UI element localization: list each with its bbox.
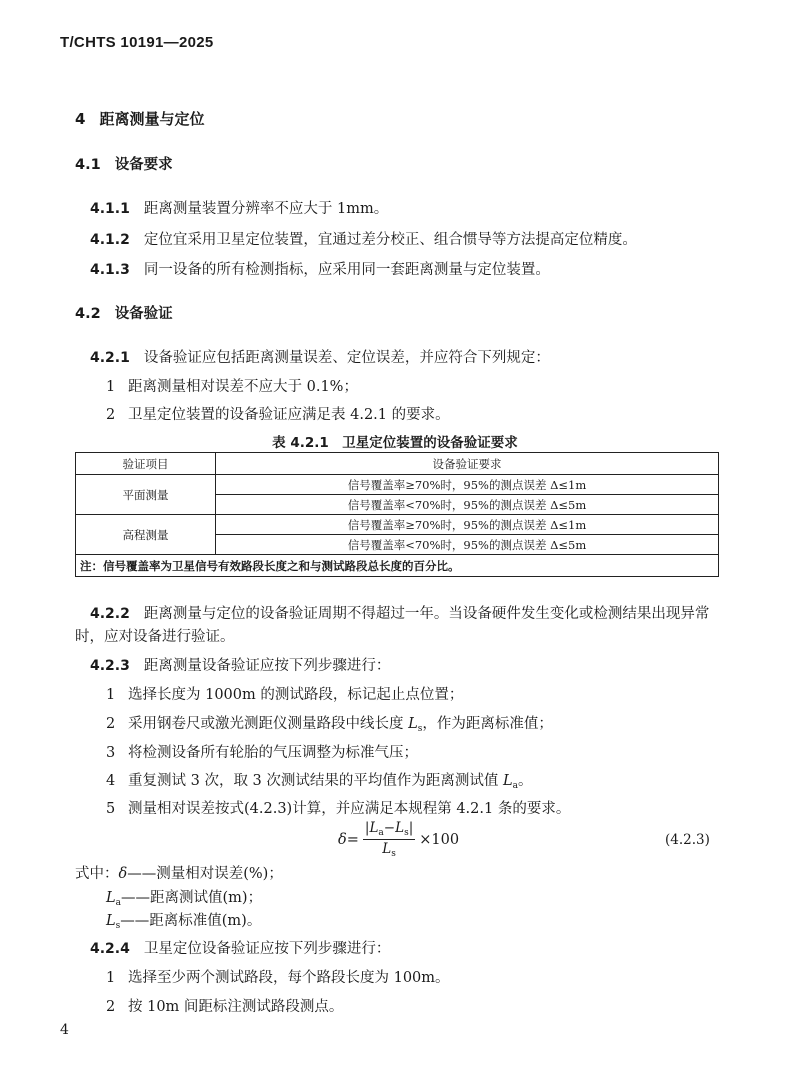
section-number: 4.2	[75, 306, 101, 322]
table-requirement-cell: 信号覆盖率≥70%时，95%的测点误差 Δ≤1m	[216, 475, 719, 495]
table-header-cell: 设备验证要求	[216, 453, 719, 475]
variable-description: ——距离测试值(m)；	[121, 890, 263, 906]
table-title: 表 4.2.1 卫星定位装置的设备验证要求	[272, 435, 518, 451]
standard-code: T/CHTS 10191—2025	[60, 34, 214, 51]
table-row	[76, 475, 719, 495]
list-number: 3	[106, 745, 116, 761]
formula-lhs: δ=	[338, 831, 359, 848]
section-number: 4	[75, 110, 86, 128]
clause-number: 4.2.4	[90, 941, 130, 957]
table-note: 注：信号覆盖率为卫星信号有效路段长度之和与测试路段总长度的百分比。	[76, 555, 719, 577]
variable: L	[106, 890, 116, 906]
table-note-row	[76, 555, 719, 577]
clause-text: 同一设备的所有检测指标，应采用同一套距离测量与定位装置。	[143, 262, 550, 278]
list-item	[106, 966, 450, 987]
formula-numerator	[363, 820, 415, 840]
variable: L	[382, 841, 392, 857]
list-text: 采用钢卷尺或激光测距仪测量路段中线长度	[128, 716, 409, 732]
list-item	[106, 741, 418, 762]
list-item	[106, 375, 358, 396]
minus-sign: −	[383, 820, 396, 836]
table-item-cell: 高程测量	[76, 515, 216, 555]
clause-text: 距离测量设备验证应按下列步骤进行：	[143, 658, 391, 674]
variable: L	[106, 913, 116, 929]
variable-subscript: a	[512, 781, 519, 791]
clause-text: 距离测量与定位的设备验证周期不得超过一年。当设备硬件发生变化或检测结果出现异常	[143, 606, 710, 622]
list-number: 1	[106, 687, 116, 703]
list-number: 2	[106, 716, 116, 732]
clause-number: 4.1.3	[90, 262, 130, 278]
clause-4-2-1	[90, 346, 550, 367]
list-number: 1	[106, 379, 116, 395]
table-item-cell: 平面测量	[76, 475, 216, 515]
clause-4-2-4	[90, 937, 390, 958]
variable-subscript: s	[115, 921, 121, 931]
variable-subscript: s	[417, 724, 423, 734]
list-number: 2	[106, 407, 116, 423]
list-item	[106, 683, 463, 704]
list-item	[106, 995, 343, 1016]
where-line	[106, 886, 262, 908]
where-line	[106, 909, 261, 931]
variable-subscript: a	[115, 898, 122, 908]
abs-bar: |	[364, 820, 370, 836]
clause-text: 设备验证应包括距离测量误差、定位误差，并应符合下列规定：	[143, 350, 550, 366]
section-title: 设备验证	[114, 306, 173, 322]
list-item	[106, 712, 553, 734]
variable: L	[369, 820, 379, 836]
list-text: 按 10m 间距标注测试路段测点。	[128, 999, 344, 1015]
list-item	[106, 403, 450, 424]
clause-4-2-3	[90, 654, 390, 675]
section-4-2-heading	[75, 302, 173, 323]
formula-denominator	[382, 840, 396, 859]
list-text-tail: ，作为距离标准值；	[422, 716, 553, 732]
list-text-tail: 。	[518, 773, 533, 789]
clause-4-1-1	[90, 197, 388, 218]
list-text: 选择至少两个测试路段，每个路段长度为 100m。	[128, 970, 450, 986]
clause-number: 4.2.3	[90, 658, 130, 674]
list-text: 卫星定位装置的设备验证应满足表 4.2.1 的要求。	[128, 407, 450, 423]
clause-number: 4.1.1	[90, 201, 130, 217]
table-row	[76, 515, 719, 535]
list-number: 5	[106, 801, 116, 817]
formula-4-2-3	[338, 820, 459, 859]
variable: δ	[118, 866, 128, 882]
clause-text: 距离测量装置分辨率不应大于 1mm。	[143, 201, 389, 217]
section-4-heading	[75, 108, 204, 129]
table-header-row	[76, 453, 719, 475]
clause-4-2-2	[90, 602, 709, 623]
clause-number: 4.2.1	[90, 350, 130, 366]
variable-subscript: s	[391, 849, 396, 859]
list-number: 1	[106, 970, 116, 986]
verification-table	[75, 452, 719, 577]
variable: L	[395, 820, 405, 836]
equation-number: (4.2.3)	[665, 832, 710, 848]
formula-tail: ×100	[419, 831, 460, 848]
table-requirement-cell: 信号覆盖率<70%时，95%的测点误差 Δ≤5m	[216, 495, 719, 515]
list-text: 重复测试 3 次，取 3 次测试结果的平均值作为距离测试值	[128, 773, 503, 789]
section-number: 4.1	[75, 157, 101, 173]
where-line	[75, 862, 283, 883]
list-number: 2	[106, 999, 116, 1015]
variable: L	[503, 773, 513, 789]
table-requirement-cell: 信号覆盖率<70%时，95%的测点误差 Δ≤5m	[216, 535, 719, 555]
section-title: 距离测量与定位	[99, 110, 205, 128]
abs-bar: |	[408, 820, 414, 836]
table-requirement-cell: 信号覆盖率≥70%时，95%的测点误差 Δ≤1m	[216, 515, 719, 535]
list-text: 测量相对误差按式(4.2.3)计算，并应满足本规程第 4.2.1 条的要求。	[128, 801, 571, 817]
list-item	[106, 797, 570, 818]
clause-4-2-2-continued: 时，应对设备进行验证。	[75, 629, 235, 645]
clause-4-1-3	[90, 258, 550, 279]
variable-description: ——测量相对误差(%)；	[127, 866, 283, 882]
clause-4-1-2	[90, 228, 637, 249]
table-header-cell: 验证项目	[76, 453, 216, 475]
clause-number: 4.2.2	[90, 606, 130, 622]
clause-text: 卫星定位设备验证应按下列步骤进行：	[143, 941, 391, 957]
variable-subscript: s	[404, 828, 409, 838]
clause-number: 4.1.2	[90, 232, 130, 248]
clause-text: 定位宜采用卫星定位装置，宜通过差分校正、组合惯导等方法提高定位精度。	[143, 232, 637, 248]
page-number: 4	[60, 1022, 69, 1038]
section-4-1-heading	[75, 153, 173, 174]
variable-description: ——距离标准值(m)。	[120, 913, 262, 929]
list-text: 距离测量相对误差不应大于 0.1%；	[128, 379, 358, 395]
list-number: 4	[106, 773, 116, 789]
variable: L	[408, 716, 418, 732]
where-intro: 式中：	[75, 866, 119, 882]
formula-fraction	[363, 820, 415, 859]
variable-subscript: a	[378, 828, 384, 838]
list-text: 将检测设备所有轮胎的气压调整为标准气压；	[128, 745, 418, 761]
list-text: 选择长度为 1000m 的测试路段，标记起止点位置；	[128, 687, 464, 703]
list-item	[106, 769, 533, 791]
section-title: 设备要求	[114, 157, 173, 173]
